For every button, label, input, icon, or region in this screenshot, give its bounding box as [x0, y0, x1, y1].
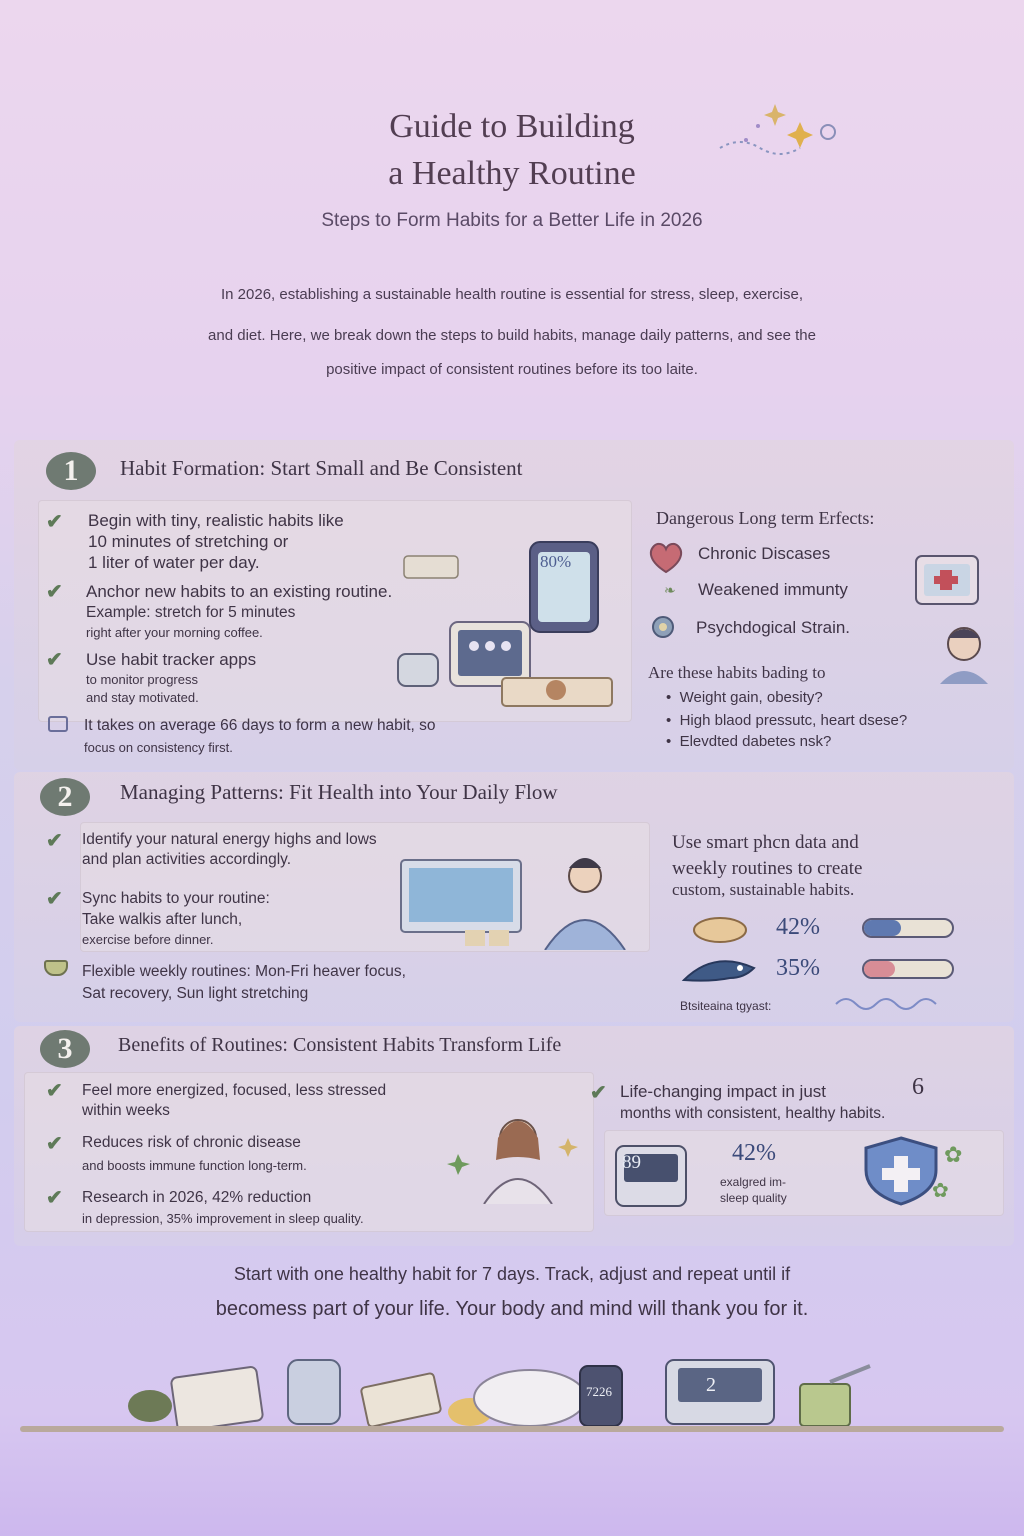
habit-tracker-illustration [390, 520, 630, 710]
fish-icon [678, 956, 768, 991]
bowl-icon [44, 960, 68, 976]
intro-line-2: and diet. Here, we break down the steps to build habits, manage daily patterns, and see the [208, 327, 816, 344]
s3-item1-line2: within weeks [82, 1102, 170, 1119]
watch-readout: 7226 [586, 1384, 612, 1399]
footer-items-illustration [110, 1350, 920, 1430]
calendar-icon [48, 716, 68, 732]
s1-item3-line1: Use habit tracker apps [86, 650, 257, 669]
s1-item2-line3: right after your morning coffee. [86, 625, 263, 640]
check-icon: ✔ [46, 1133, 63, 1155]
risk-bullet-2: • High blaod pressutc, heart dsese? [666, 712, 908, 729]
s3-stat-value: 42% [732, 1140, 776, 1166]
section-3-number: 3 [40, 1030, 90, 1068]
s1-item1-line2: 10 minutes of stretching or [88, 532, 289, 551]
stat-1-value: 42% [776, 914, 820, 940]
s3-side-six: 6 [912, 1074, 924, 1100]
stat-2-bar-fill [864, 961, 895, 977]
s2-side-line2: weekly routines to create [672, 858, 863, 879]
s1-note-line1: It takes on average 66 days to form a new habit, so [84, 717, 436, 734]
intro-line-1: In 2026, establishing a sustainable health routine is essential for stress, sleep, exercise, [221, 286, 803, 303]
effects-question: Are these habits bading to [648, 663, 826, 682]
brain-gear-icon [648, 614, 678, 645]
person-at-desk-illustration [395, 838, 650, 950]
section-1-heading: Habit Formation: Start Small and Be Consistent [120, 456, 523, 480]
page-subtitle: Steps to Form Habits for a Better Life in 2026 [321, 210, 703, 231]
s2-side-line3: custom, sustainable habits. [672, 880, 855, 899]
s2-item3-line2: Sat recovery, Sun light stretching [82, 985, 309, 1002]
squiggle-decoration-icon [832, 996, 942, 1017]
s1-item3-line3: and stay motivated. [86, 690, 199, 705]
section-3-heading: Benefits of Routines: Consistent Habits Transform Life [118, 1034, 562, 1056]
section-2-number: 2 [40, 778, 90, 816]
effects-title: Dangerous Long term Erfects: [656, 508, 875, 528]
s3-side-line2: months with consistent, healthy habits. [620, 1105, 886, 1122]
check-icon: ✔ [46, 1080, 63, 1102]
closing-line-2: becomess part of your life. Your body and mind will thank you for it. [215, 1298, 809, 1320]
medical-kit-icon [912, 548, 984, 608]
s3-item3-line1: Research in 2026, 42% reduction [82, 1189, 312, 1206]
effect-3: Psychdogical Strain. [696, 618, 851, 637]
stat-2-value: 35% [776, 955, 820, 981]
stat-1-bar-fill [864, 920, 901, 936]
page-title-line2: a Healthy Routine [388, 155, 636, 192]
risk-bullet-1: • Weight gain, obesity? [666, 689, 823, 706]
leaf-icon: ✿ [944, 1142, 963, 1167]
s2-item2-line2: Take walkis after lunch, [82, 911, 243, 928]
leaf-icon: ✿ [932, 1180, 949, 1202]
page-title-line1: Guide to Building [389, 108, 635, 145]
check-icon: ✔ [46, 581, 63, 603]
s3-item2-line1: Reduces risk of chronic disease [82, 1134, 301, 1151]
s1-item2-line2: Example: stretch for 5 minutes [86, 604, 296, 621]
s2-item2-line3: exercise before dinner. [82, 932, 214, 947]
check-icon: ✔ [46, 511, 63, 533]
s3-item2-line2: and boosts immune function long-term. [82, 1158, 307, 1173]
leaf-icon: ❧ [664, 582, 676, 598]
effect-2: Weakened immunty [698, 580, 848, 599]
risk-bullet-3: • Elevdted dabetes nsk? [666, 733, 832, 750]
check-icon: ✔ [46, 649, 63, 671]
s1-item2-line1: Anchor new habits to an existing routine. [86, 582, 393, 601]
s3-item1-line1: Feel more energized, focused, less stressed [82, 1082, 387, 1099]
s2-item3-line1: Flexible weekly routines: Mon-Fri heaver focus, [82, 963, 406, 980]
bread-icon [690, 912, 766, 949]
scale-readout: 89 [622, 1152, 641, 1173]
footer-scale-readout: 2 [706, 1374, 716, 1396]
s2-item1-line2: and plan activities accordingly. [82, 851, 292, 868]
s3-item3-line2: in depression, 35% improvement in sleep quality. [82, 1211, 364, 1226]
s1-item1-line3: 1 liter of water per day. [88, 553, 260, 572]
risk-bullet-2-text: High blaod pressutc, heart dsese? [679, 712, 908, 729]
intro-line-3: positive impact of consistent routines before its too laite. [326, 361, 698, 378]
stat-2-bar [862, 959, 954, 979]
s1-item1-line1: Begin with tiny, realistic habits like [88, 511, 344, 530]
s1-note-line2: focus on consistency first. [84, 740, 233, 755]
s3-stat-caption-line1: exalgred im- [720, 1175, 787, 1189]
check-icon: ✔ [46, 830, 63, 852]
section-1-number: 1 [46, 452, 96, 490]
phone-readout: 80% [540, 552, 572, 571]
check-icon: ✔ [46, 888, 63, 910]
section-2-heading: Managing Patterns: Fit Health into Your Daily Flow [120, 780, 558, 804]
risk-bullet-1-text: Weight gain, obesity? [679, 689, 823, 706]
check-icon: ✔ [590, 1082, 607, 1104]
s2-side-line1: Use smart phcn data and [672, 832, 859, 853]
s2-item2-line1: Sync habits to your routine: [82, 890, 270, 907]
risk-bullet-3-text: Elevdted dabetes nsk? [679, 733, 832, 750]
s3-side-line1: Life-changing impact in just [620, 1082, 827, 1101]
effect-1: Chronic Discases [698, 544, 831, 563]
s2-item1-line1: Identify your natural energy highs and lows [82, 831, 377, 848]
stat-1-bar [862, 918, 954, 938]
sparkle-decoration-icon [700, 96, 850, 166]
s3-stat-caption-line2: sleep quality [720, 1191, 787, 1205]
s2-footnote: Btsiteaina tgyast: [680, 999, 772, 1013]
heart-shield-icon [646, 540, 686, 579]
shelf-divider [20, 1426, 1004, 1432]
relaxed-woman-illustration [440, 1108, 590, 1204]
s1-item3-line2: to monitor progress [86, 672, 198, 687]
closing-line-1: Start with one healthy habit for 7 days. Track, adjust and repeat until if [233, 1264, 791, 1284]
stressed-person-icon [930, 620, 1010, 684]
check-icon: ✔ [46, 1187, 63, 1209]
